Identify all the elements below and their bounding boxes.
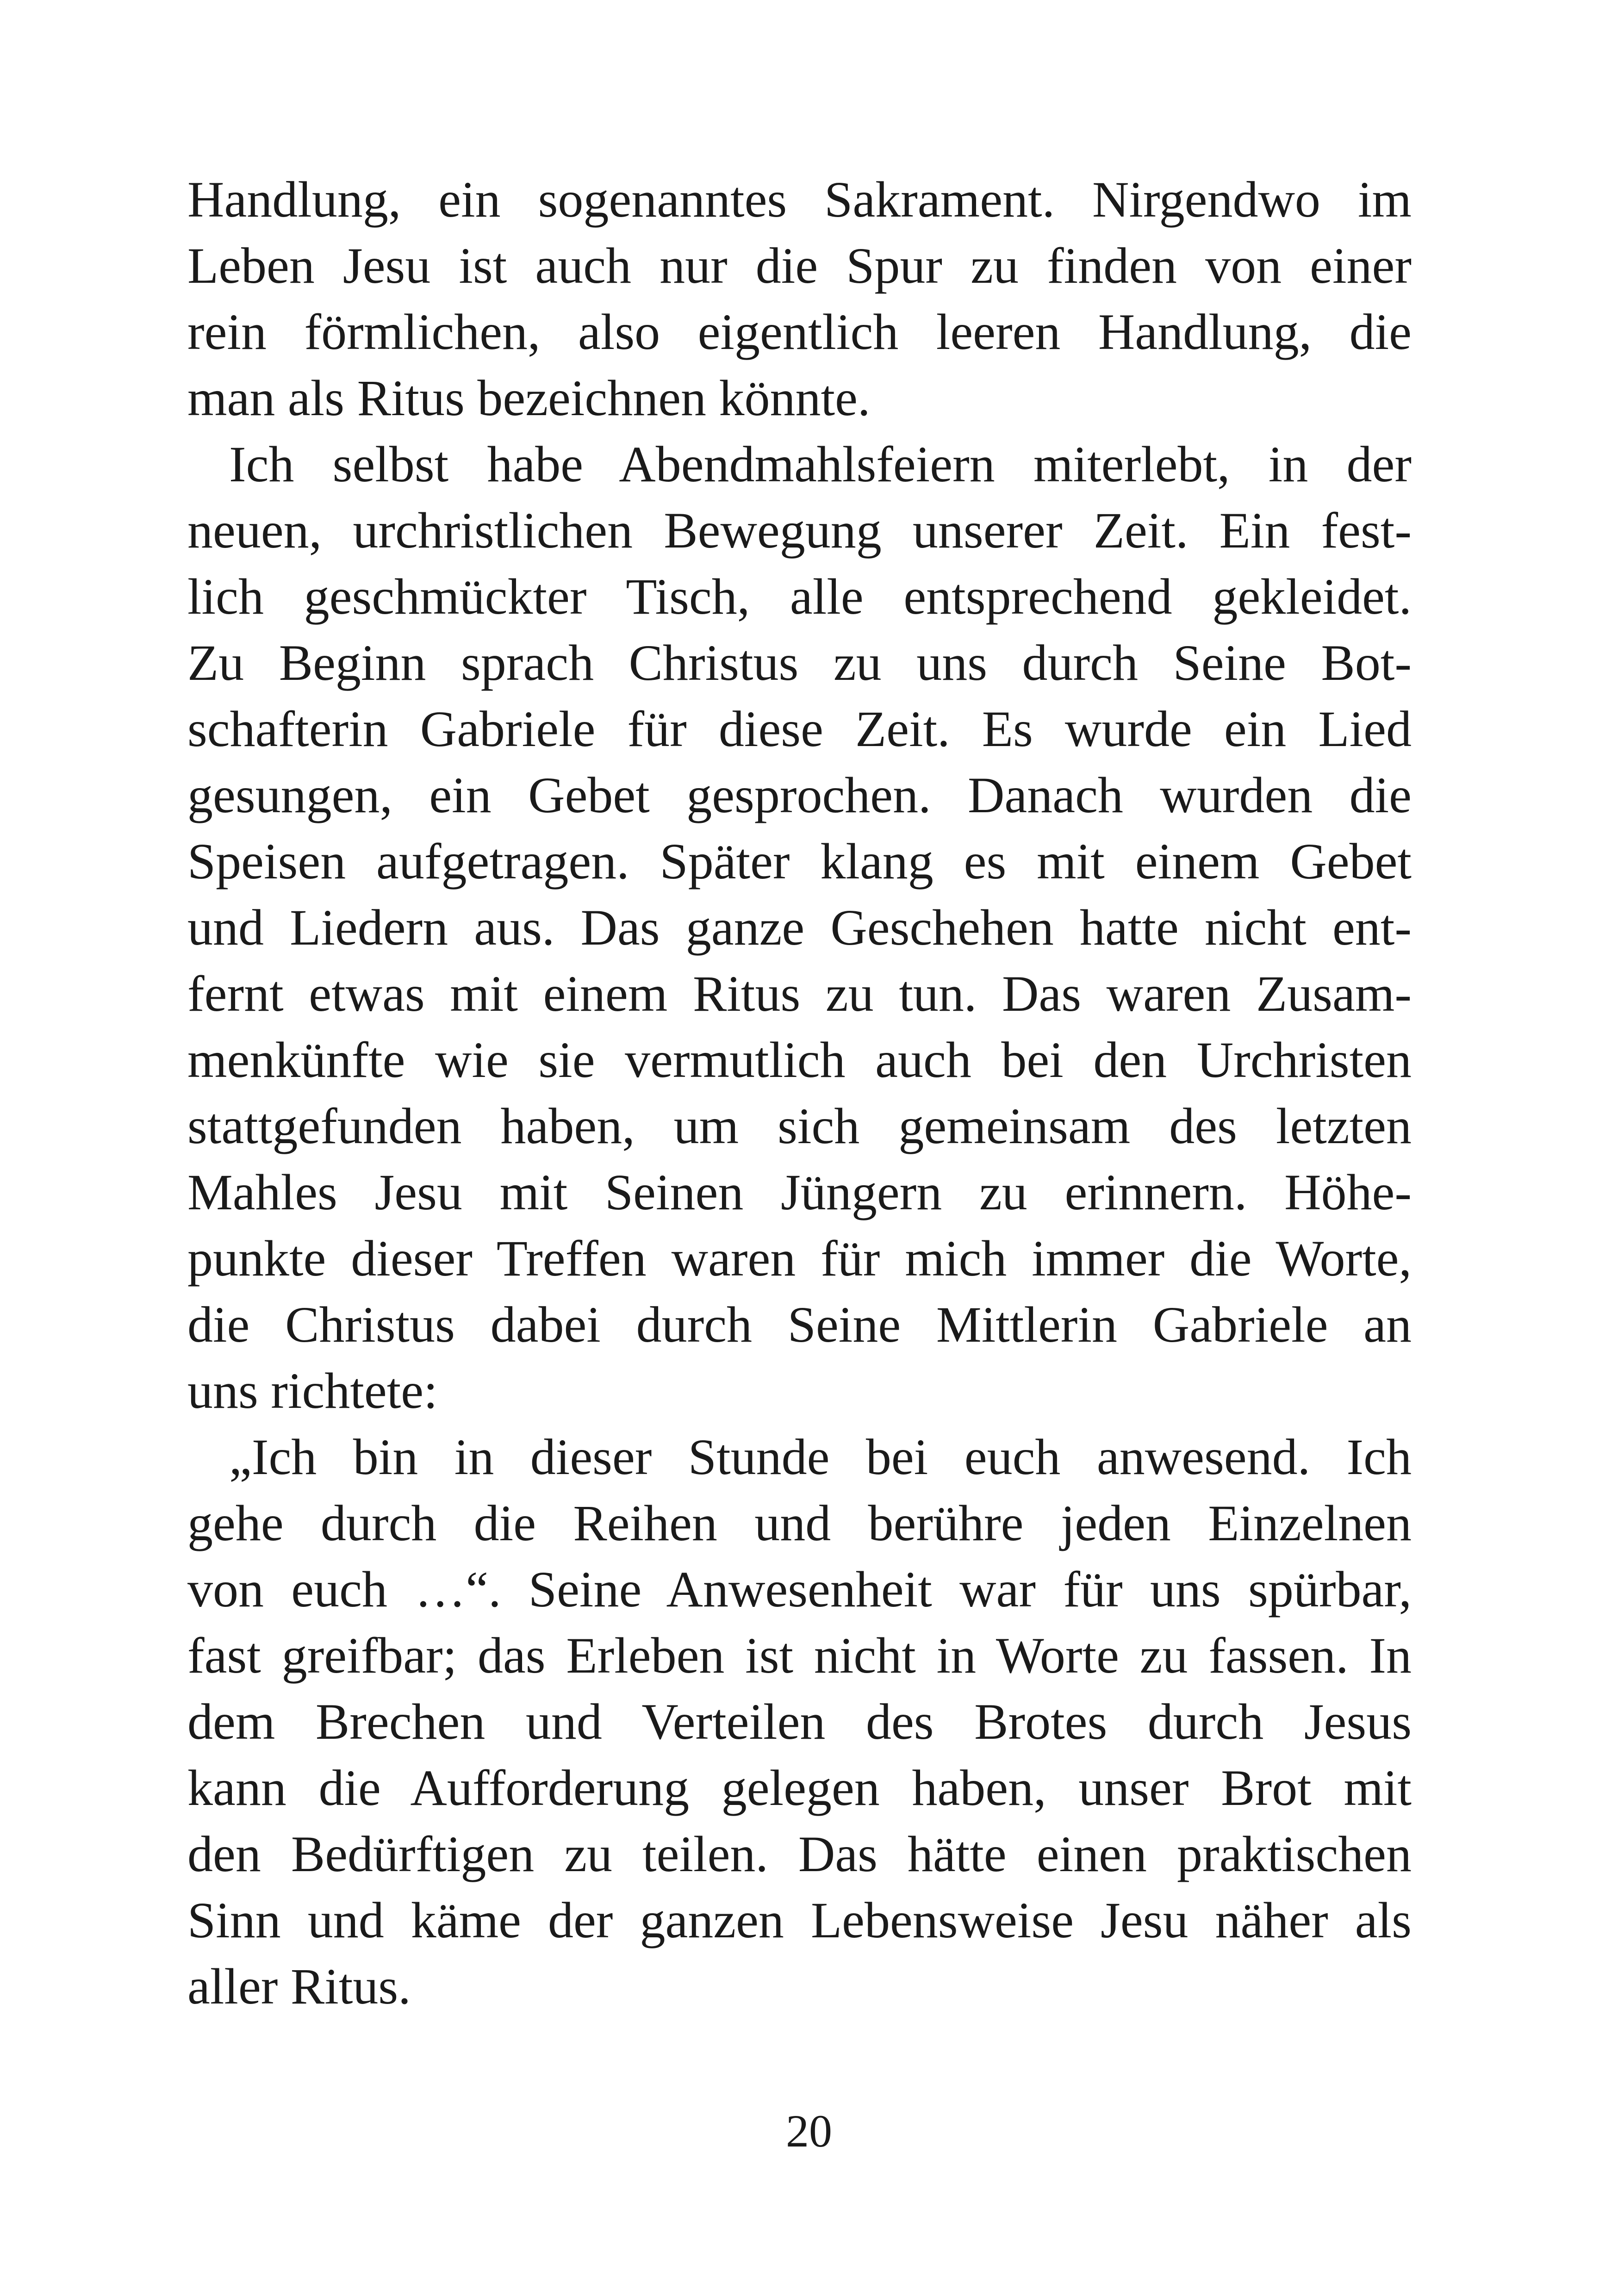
text-line: gesungen, ein Gebet gesprochen. Danach wurden die <box>187 767 1412 823</box>
text-line: Mahles Jesu mit Seinen Jüngern zu erinnern. Höhe- <box>187 1164 1412 1220</box>
text-line: von euch …“. Seine Anwesenheit war für uns spürbar, <box>187 1561 1412 1618</box>
text-line: und Liedern aus. Das ganze Geschehen hatte nicht ent- <box>187 899 1412 956</box>
text-line: gehe durch die Reihen und berühre jeden Einzelnen <box>187 1495 1412 1551</box>
text-line: neuen, urchristlichen Bewegung unserer Zeit. Ein fest- <box>187 502 1412 559</box>
paragraph-start-line: Ich selbst habe Abendmahlsfeiern miterlebt, in der <box>229 436 1412 492</box>
text-line: rein förmlichen, also eigentlich leeren Handlung, die <box>187 304 1412 360</box>
text-line: Zu Beginn sprach Christus zu uns durch Seine Bot- <box>187 635 1412 691</box>
text-line: den Bedürftigen zu teilen. Das hätte einen praktischen <box>187 1826 1412 1882</box>
text-line: uns richtete: <box>187 1363 438 1419</box>
text-line: kann die Aufforderung gelegen haben, unser Brot mit <box>187 1760 1412 1816</box>
text-line: stattgefunden haben, um sich gemeinsam des letzten <box>187 1098 1412 1154</box>
text-line: Leben Jesu ist auch nur die Spur zu finden von einer <box>187 237 1412 294</box>
text-line: aller Ritus. <box>187 1958 411 2015</box>
text-line: punkte dieser Treffen waren für mich immer die Worte, <box>187 1230 1412 1287</box>
text-line: die Christus dabei durch Seine Mittlerin Gabriele an <box>187 1296 1412 1353</box>
paragraph-start-line: „Ich bin in dieser Stunde bei euch anwesend. Ich <box>229 1429 1412 1485</box>
text-line: lich geschmückter Tisch, alle entsprechend gekleidet. <box>187 568 1412 625</box>
text-line: Handlung, ein sogenanntes Sakrament. Nirgendwo im <box>187 171 1412 228</box>
text-line: man als Ritus bezeichnen könnte. <box>187 370 871 426</box>
text-line: menkünfte wie sie vermutlich auch bei den Urchristen <box>187 1032 1412 1088</box>
text-line: schafterin Gabriele für diese Zeit. Es wurde ein Lied <box>187 701 1412 757</box>
text-line: Speisen aufgetragen. Später klang es mit einem Gebet <box>187 833 1412 890</box>
text-line: fernt etwas mit einem Ritus zu tun. Das waren Zusam- <box>187 965 1412 1022</box>
text-line: fast greifbar; das Erleben ist nicht in Worte zu fassen. In <box>187 1627 1412 1684</box>
page-number: 20 <box>786 2105 832 2157</box>
text-line: Sinn und käme der ganzen Lebensweise Jesu näher als <box>187 1892 1412 1948</box>
text-line: dem Brechen und Verteilen des Brotes durch Jesus <box>187 1693 1412 1750</box>
body-text <box>187 167 1412 2020</box>
